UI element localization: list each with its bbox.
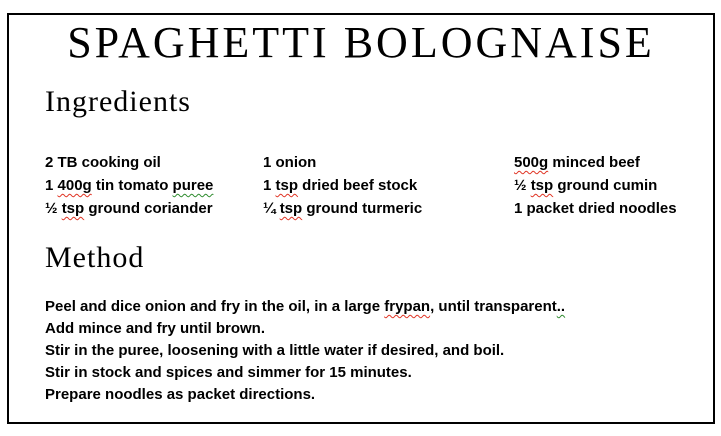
method-step [45,296,699,318]
misspelled-word: tsp [275,177,299,194]
method-heading: Method [45,241,145,274]
text-segment: 2 TB cooking oil [45,154,161,171]
text-segment: Add mince and fry until brown. [45,320,266,337]
recipe-card [7,13,715,424]
text-segment: ground cumin [553,177,658,194]
text-segment: Prepare noodles as packet directions. [45,386,316,403]
method-step [45,362,699,384]
method-step [45,340,699,362]
grammar-flagged-text: .. [556,298,566,315]
misspelled-word: tsp [530,177,554,194]
text-segment: ground turmeric [302,200,423,217]
misspelled-word: 400g [57,177,92,194]
text-segment: tin tomato [91,177,173,194]
text-segment: Stir in the puree, loosening with a little water if desired, and boil. [45,342,505,359]
ingredients-heading: Ingredients [45,85,191,118]
text-segment: ground coriander [84,200,213,217]
method-step [45,318,699,340]
ingredient-item [263,174,514,197]
ingredient-item [263,151,514,174]
text-segment: Stir in stock and spices and simmer for 15 minutes. [45,364,412,381]
ingredient-item [514,197,703,220]
text-segment: 1 packet dried noodles [514,200,677,217]
text-segment: , until transparent [430,298,557,315]
text-segment: ¼ [263,200,280,217]
text-segment: 1 [263,177,276,194]
misspelled-word: tsp [61,200,85,217]
text-segment: Peel and dice onion and fry in the oil, in a large [45,298,385,315]
text-segment: ½ [514,177,531,194]
misspelled-word: frypan [384,298,431,315]
text-segment: dried beef stock [298,177,418,194]
ingredient-item [514,174,703,197]
ingredients-list [45,151,703,220]
recipe-title: SPAGHETTI BOLOGNAISE [67,18,655,67]
method-step [45,384,699,406]
text-segment: 1 [45,177,58,194]
text-segment: 1 onion [263,154,317,171]
text-segment: minced beef [548,154,640,171]
misspelled-word: tsp [279,200,303,217]
ingredient-item [514,151,703,174]
ingredient-item [45,197,263,220]
text-segment: ½ [45,200,62,217]
ingredient-item [45,151,263,174]
method-steps [45,296,699,406]
misspelled-word: 500g [514,154,549,171]
grammar-flagged-text: puree [172,177,214,194]
ingredient-item [263,197,514,220]
ingredient-item [45,174,263,197]
